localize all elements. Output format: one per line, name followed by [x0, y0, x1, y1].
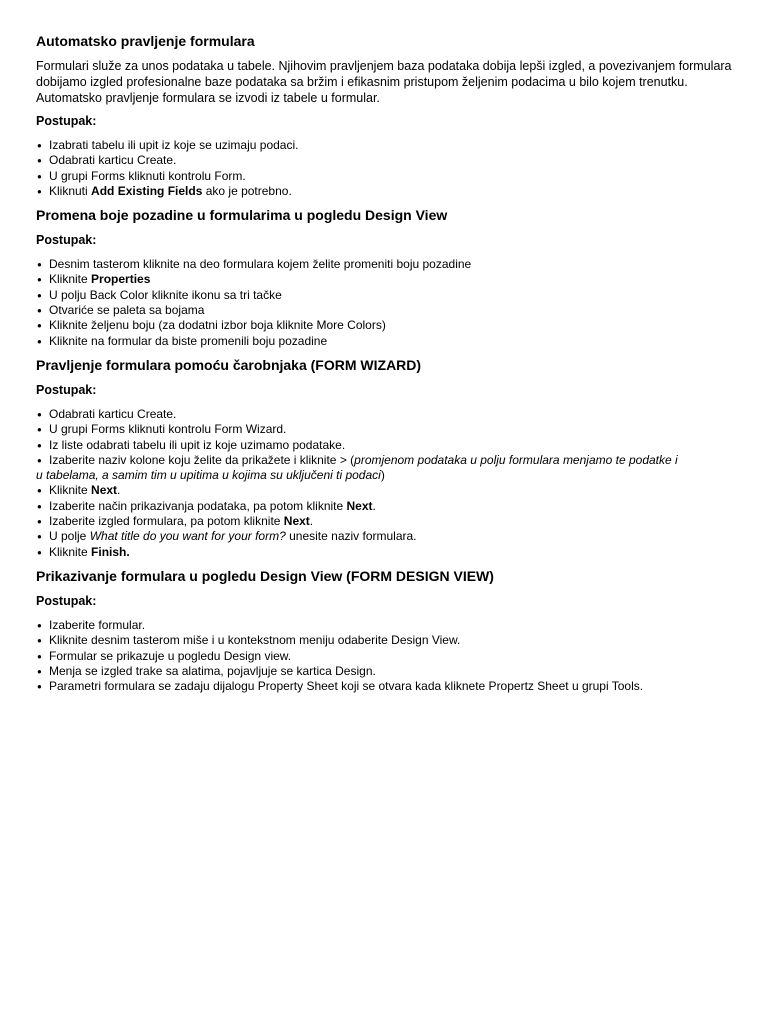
- text: .: [372, 498, 376, 513]
- text: .: [117, 483, 121, 498]
- list-item: [36, 545, 738, 560]
- list-item: [36, 529, 738, 544]
- bold-text: Next: [346, 498, 373, 513]
- section-automatic-form: [36, 32, 738, 199]
- section-background-color: [36, 206, 738, 349]
- procedure-label: Postupak:: [36, 233, 97, 248]
- section-heading: Pravljenje formulara pomoću čarobnjaka (FORM WIZARD): [36, 356, 422, 373]
- procedure-list: [36, 618, 738, 694]
- text: ako je potrebno.: [202, 183, 292, 198]
- text: Izaberite naziv kolone koju želite da prikažete i kliknite > (: [49, 452, 355, 467]
- italic-text: What title do you want for your form?: [89, 529, 286, 544]
- text: ): [380, 468, 385, 483]
- list-item: ● Odabrati karticu Create.: [36, 153, 738, 168]
- section-form-design-view: [36, 567, 738, 694]
- text: U polje: [49, 529, 90, 544]
- intro-paragraph: Formulari služe za unos podataka u tabele. Njihovim pravljenjem baza podataka dobija lepši izgled, a povezivanjem formulara dobijamo izgled profesionalne baze podataka sa bržim i efikasnim pristupom željenim podacima u bilo kojem trenutku. Automatsko pravljenje formulara se izvodi iz tabele u formular.: [36, 59, 732, 105]
- bold-text: Properties: [91, 272, 151, 287]
- list-item: [36, 499, 738, 514]
- list-item: ● Kliknite željenu boju (za dodatni izbor boja kliknite More Colors): [36, 318, 738, 333]
- list-item: ● Odabrati karticu Create.: [36, 407, 738, 422]
- procedure-list: [36, 407, 738, 560]
- procedure-label: Postupak:: [36, 593, 97, 608]
- list-item: ● U polju Back Color kliknite ikonu sa tri tačke: [36, 288, 738, 303]
- list-item: ● U grupi Forms kliknuti kontrolu Form Wizard.: [36, 422, 738, 437]
- section-heading: Automatsko pravljenje formulara: [36, 33, 255, 49]
- procedure-list: [36, 138, 738, 199]
- list-item: [36, 483, 738, 498]
- text: Kliknite: [49, 272, 92, 287]
- bold-text: Finish.: [91, 544, 130, 559]
- procedure-label: Postupak:: [36, 382, 97, 397]
- list-item: ● Izabrati tabelu ili upit iz koje se uzimaju podaci.: [36, 138, 738, 153]
- text: Kliknite: [49, 544, 92, 559]
- list-item: ● Desnim tasterom kliknite na deo formulara kojem želite promeniti boju pozadine: [36, 257, 738, 272]
- list-item: [36, 453, 738, 468]
- list-item: ● Kliknite desnim tasterom miše i u kontekstnom meniju odaberite Design View.: [36, 633, 738, 648]
- list-item: ● U grupi Forms kliknuti kontrolu Form.: [36, 169, 738, 184]
- list-item: ● Izaberite formular.: [36, 618, 738, 633]
- text: .: [309, 514, 314, 529]
- text: unesite naziv formulara.: [285, 529, 417, 544]
- list-item: ● Iz liste odabrati tabelu ili upit iz koje uzimamo podatake.: [36, 438, 738, 453]
- list-item: [36, 514, 738, 529]
- bold-text: Next: [283, 514, 310, 529]
- section-heading: Promena boje pozadine u formularima u pogledu Design View: [36, 207, 448, 224]
- list-item: [36, 272, 738, 287]
- procedure-list: [36, 257, 738, 349]
- bold-text: Next: [91, 483, 118, 498]
- list-item: ● Formular se prikazuje u pogledu Design view.: [36, 649, 738, 664]
- bold-text: Add Existing Fields: [91, 183, 203, 198]
- italic-text: u tabelama, a samim tim u upitima u kojima su uključeni ti podaci: [36, 468, 381, 483]
- procedure-label: Postupak:: [36, 114, 97, 128]
- list-item: ● Parametri formulara se zadaju dijalogu Property Sheet koji se otvara kada kliknete Propertz Sheet u grupi Tools.: [36, 679, 738, 694]
- text: Izaberite način prikazivanja podataka, pa potom kliknite: [49, 498, 347, 513]
- text: Izaberite izgled formulara, pa potom kliknite: [49, 514, 284, 529]
- list-item: ● Menja se izgled trake sa alatima, pojavljuje se kartica Design.: [36, 664, 738, 679]
- italic-text: promjenom podataka u polju formulara menjamo te podatke i: [354, 452, 678, 467]
- section-form-wizard: [36, 356, 738, 560]
- text: Kliknuti: [49, 183, 92, 198]
- list-item-continuation: [36, 468, 738, 483]
- list-item: [36, 184, 738, 199]
- text: Kliknite: [49, 483, 92, 498]
- list-item: ● Otvariće se paleta sa bojama: [36, 303, 738, 318]
- list-item: ● Kliknite na formular da biste promenili boju pozadine: [36, 334, 738, 349]
- section-heading: Prikazivanje formulara u pogledu Design View (FORM DESIGN VIEW): [36, 567, 494, 584]
